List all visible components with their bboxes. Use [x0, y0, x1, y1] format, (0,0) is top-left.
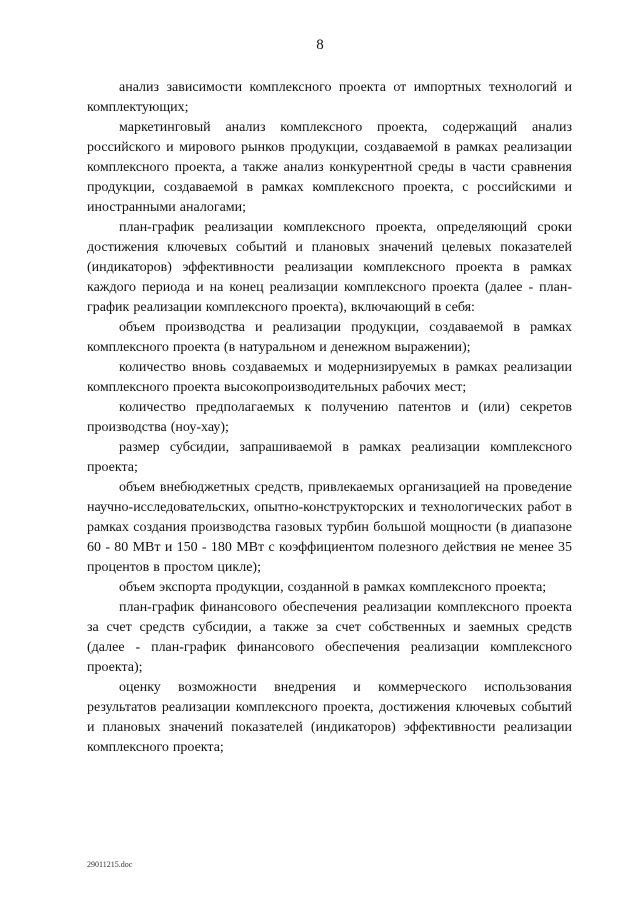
paragraph: анализ зависимости комплексного проекта от импортных технологий и комплектующих;: [87, 80, 572, 115]
paragraph: маркетинговый анализ комплексного проекта, содержащий анализ российского и мирового рынков продукции, создаваемой в рамках реализации комплексного проекта, а также анализ конкурентной среды в части сравнения продукции, создаваемой в рамках комплексного проекта, с российскими и иностранными аналогами;: [87, 120, 572, 215]
paragraph: количество вновь создаваемых и модернизируемых в рамках реализации комплексного проекта высокопроизводительных рабочих мест;: [87, 360, 572, 395]
paragraph: план-график реализации комплексного проекта, определяющий сроки достижения ключевых событий и плановых значений целевых показателей (индикаторов) эффективности реализации комплексного проекта в рамках каждого периода и на конец реализации комплексного проекта (далее - план-график реализации комплексного проекта), включающий в себя:: [87, 220, 572, 315]
paragraph: план-график финансового обеспечения реализации комплексного проекта за счет средств субсидии, а также за счет собственных и заемных средств (далее - план-график финансового обеспечения реализации комплексного проекта);: [87, 600, 572, 675]
paragraph: размер субсидии, запрашиваемой в рамках реализации комплексного проекта;: [87, 440, 572, 475]
paragraph: оценку возможности внедрения и коммерческого использования результатов реализации комплексного проекта, достижения ключевых событий и плановых значений показателей (индикаторов) эффективности реализации комплексного проекта;: [87, 680, 572, 755]
paragraph: объем экспорта продукции, созданной в рамках комплексного проекта;: [119, 580, 547, 595]
paragraph: объем производства и реализации продукции, создаваемой в рамках комплексного проекта (в натуральном и денежном выражении);: [87, 320, 572, 355]
paragraph: количество предполагаемых к получению патентов и (или) секретов производства (ноу-хау);: [87, 400, 572, 435]
document-code: 29011215.doc: [87, 860, 133, 869]
page-number: 8: [316, 37, 324, 53]
paragraph: объем внебюджетных средств, привлекаемых организацией на проведение научно-исследовательских, опытно-конструкторских и технологических работ в рамках создания производства газовых турбин большой мощности (в диапазоне 60 - 80 МВт и 150 - 180 МВт с коэффициентом полезного действия не менее 35 процентов в простом цикле);: [87, 480, 572, 575]
body-text: [87, 78, 572, 758]
